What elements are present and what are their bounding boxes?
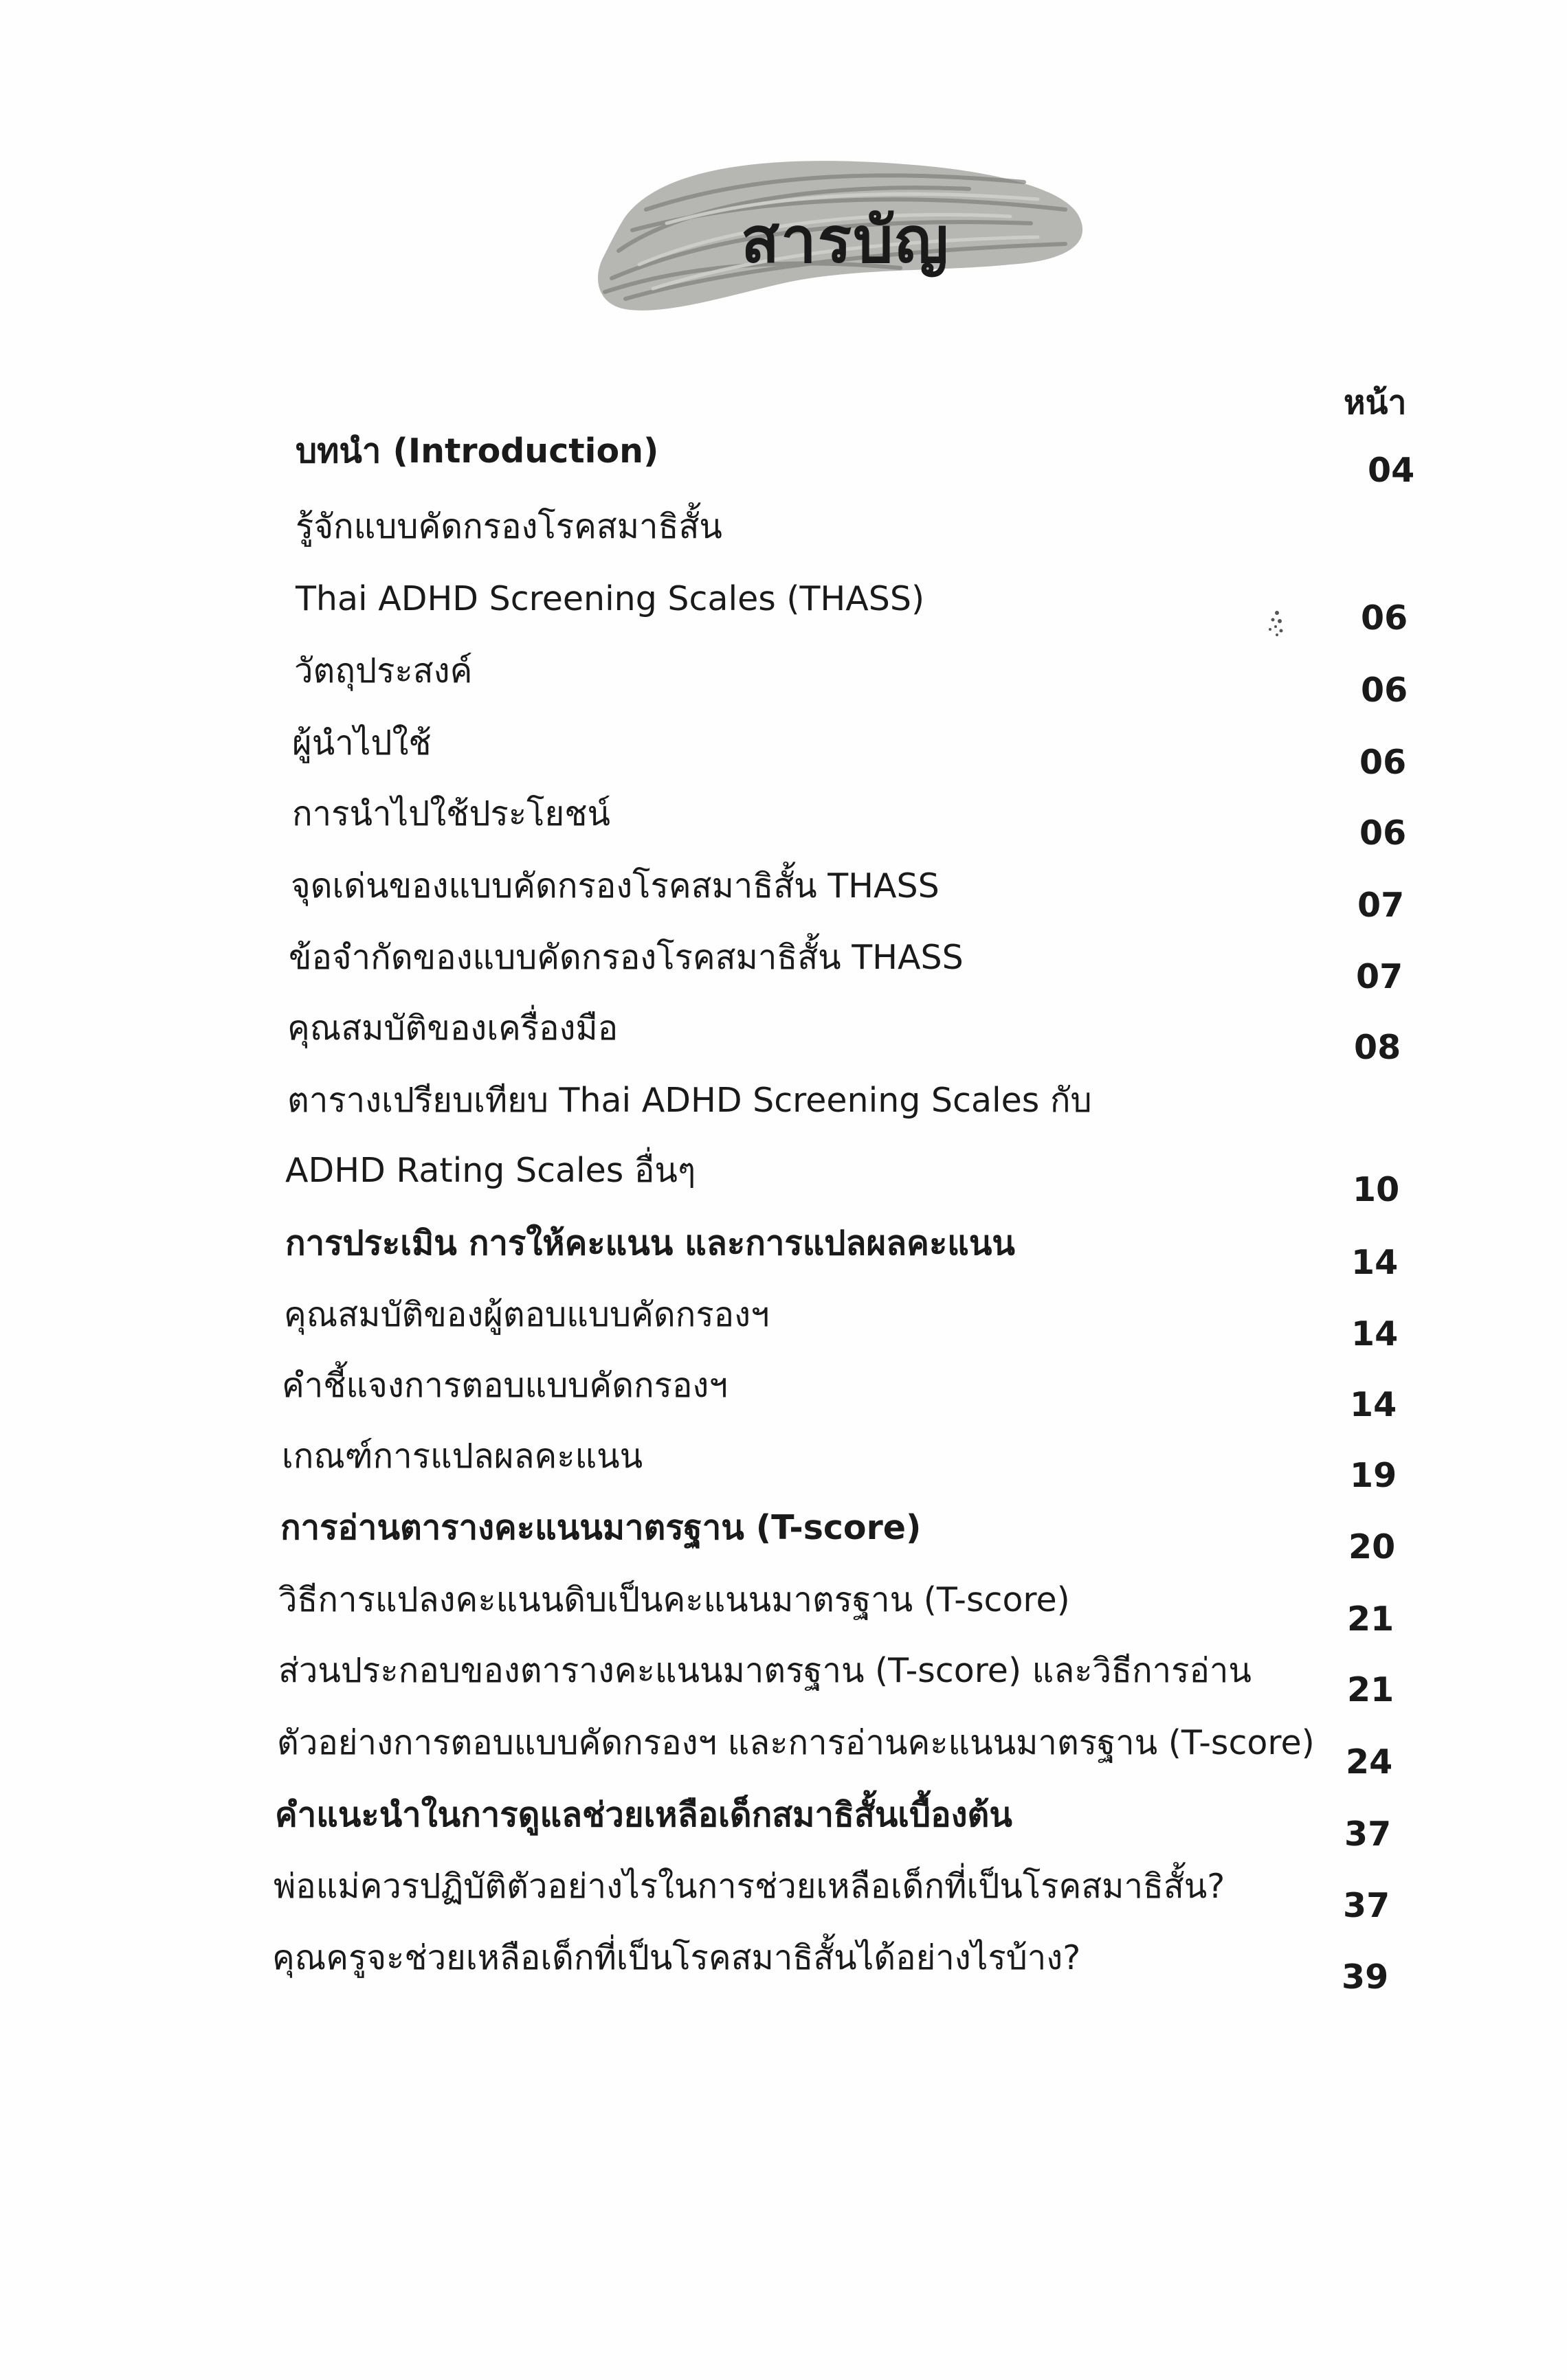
toc-entry	[0, 1149, 1567, 1209]
toc-page-number: 20	[1348, 1527, 1396, 1567]
toc-page-number: 06	[1359, 743, 1407, 782]
toc-page-number: 07	[1356, 957, 1403, 996]
toc-section-label: การอ่านตารางคะแนนมาตรฐาน (T-score)	[280, 1508, 922, 1547]
page-number-column-header: หน้า	[1344, 383, 1407, 422]
toc-entry	[0, 1007, 1567, 1067]
toc-entry-label: ADHD Rating Scales อื่นๆ	[285, 1151, 696, 1190]
toc-page-number: 21	[1347, 1599, 1394, 1639]
toc-section-label: คำแนะนำในการดูแลช่วยเหลือเด็กสมาธิสั้นเบื้องต้น	[275, 1795, 1012, 1834]
toc-entry	[0, 1578, 1567, 1639]
toc-entry	[0, 1865, 1567, 1925]
toc-entry	[0, 649, 1567, 710]
toc-page-number: 39	[1342, 1957, 1389, 1997]
toc-page-number: 06	[1361, 671, 1408, 710]
toc-entry	[0, 1793, 1567, 1854]
toc-page-number: 14	[1351, 1314, 1399, 1354]
toc-entry	[0, 1936, 1567, 1997]
toc-entry-label: ตารางเปรียบเทียบ Thai ADHD Screening Scales กับ	[287, 1081, 1092, 1120]
toc-entry-label: การนำไปใช้ประโยชน์	[292, 794, 610, 833]
toc-entry-label: จุดเด่นของแบบคัดกรองโรคสมาธิสั้น THASS	[291, 866, 940, 906]
toc-entry-label: วิธีการแปลงคะแนนดิบเป็นคะแนนมาตรฐาน (T-score)	[278, 1580, 1070, 1619]
toc-entry-label: เกณฑ์การแปลผลคะแนน	[282, 1437, 643, 1476]
toc-entry	[0, 1721, 1567, 1782]
toc-page-number: 08	[1354, 1028, 1401, 1067]
toc-page-number: 24	[1346, 1742, 1393, 1782]
toc-entry-label: พ่อแม่ควรปฏิบัติตัวอย่างไรในการช่วยเหลือเด็กที่เป็นโรคสมาธิสั้น?	[274, 1867, 1225, 1906]
toc-entry-label: คุณสมบัติของผู้ตอบแบบคัดกรองฯ	[284, 1295, 770, 1334]
toc-page-number: 37	[1344, 1815, 1392, 1854]
toc-entry	[0, 1506, 1567, 1567]
toc-entry	[0, 1364, 1567, 1424]
toc-entry	[0, 721, 1567, 782]
toc-entry	[0, 1293, 1567, 1354]
toc-entry	[0, 1649, 1567, 1709]
toc-section-label: การประเมิน การให้คะแนน และการแปลผลคะแนน	[285, 1224, 1015, 1263]
toc-page-number: 04	[1368, 451, 1415, 490]
toc-entry	[0, 577, 1567, 638]
toc-page-number: 07	[1357, 886, 1405, 925]
toc-page-number: 14	[1351, 1243, 1399, 1282]
toc-entry-label: คำชี้แจงการตอบแบบคัดกรองฯ	[282, 1366, 728, 1405]
toc-entry	[0, 505, 1567, 560]
toc-page-number: 06	[1359, 813, 1407, 853]
toc-page-number: 06	[1361, 598, 1408, 638]
toc-entry-label: คุณสมบัติของเครื่องมือ	[287, 1009, 619, 1048]
toc-entry-label: รู้จักแบบคัดกรองโรคสมาธิสั้น	[296, 507, 722, 546]
toc-entry	[0, 1079, 1567, 1134]
toc-entry-label: Thai ADHD Screening Scales (THASS)	[296, 579, 925, 618]
toc-page-number: 37	[1343, 1886, 1390, 1925]
toc-section-label: บทนำ (Introduction)	[296, 431, 659, 471]
toc-entry	[0, 1435, 1567, 1495]
title-block	[584, 134, 1107, 347]
page-title: สารบัญ	[740, 203, 950, 277]
toc-entry	[0, 429, 1567, 490]
toc-entry	[0, 864, 1567, 925]
toc-page-number: 10	[1353, 1170, 1400, 1209]
toc-entry	[0, 936, 1567, 996]
toc-entry-label: วัตถุประสงค์	[294, 651, 473, 691]
toc-entry-label: ข้อจำกัดของแบบคัดกรองโรคสมาธิสั้น THASS	[289, 938, 964, 977]
toc-page-number: 21	[1347, 1670, 1394, 1709]
toc-entry-label: ผู้นำไปใช้	[292, 723, 432, 763]
toc-entry-label: คุณครูจะช่วยเหลือเด็กที่เป็นโรคสมาธิสั้นได้อย่างไรบ้าง?	[272, 1938, 1081, 1977]
toc-entry-label: ส่วนประกอบของตารางคะแนนมาตรฐาน (T-score) และวิธีการอ่าน	[278, 1651, 1252, 1690]
toc-page-number: 14	[1350, 1385, 1397, 1424]
toc-page-number: 19	[1350, 1456, 1397, 1495]
toc-entry	[0, 792, 1567, 853]
toc-entry-label: ตัวอย่างการตอบแบบคัดกรองฯ และการอ่านคะแนนมาตรฐาน (T-score)	[277, 1723, 1315, 1762]
toc-entry	[0, 1222, 1567, 1282]
